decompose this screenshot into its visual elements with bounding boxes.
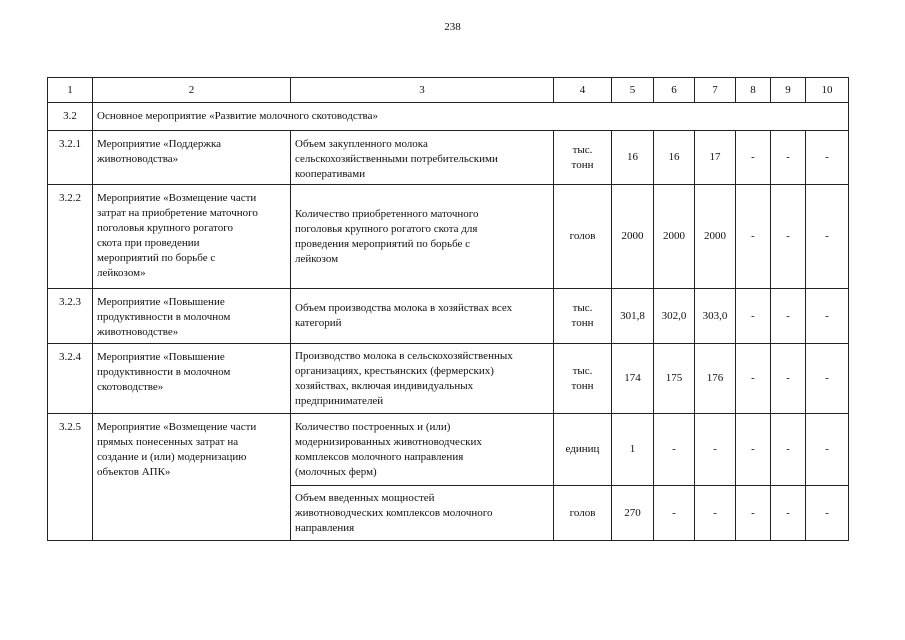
activity-cell: Мероприятие «Поддержка животноводства» (93, 131, 291, 185)
value-cell: - (806, 131, 849, 185)
section-row (48, 103, 849, 131)
section-title: Основное мероприятие «Развитие молочного скотоводства» (93, 103, 849, 131)
table-row (48, 344, 849, 414)
value-cell: - (771, 486, 806, 541)
value-cell: - (771, 185, 806, 289)
unit-cell: тыс. тонн (554, 344, 612, 414)
header-row (48, 78, 849, 103)
indicator-cell: Производство молока в сельскохозяйственных организациях, крестьянских (фермерских) хозяйствах, включая индивидуальных предпринимателей (291, 344, 554, 414)
value-cell: - (806, 185, 849, 289)
header-cell: 5 (612, 78, 654, 103)
table-row (48, 131, 849, 185)
value-cell: - (806, 289, 849, 344)
unit-cell: голов (554, 486, 612, 541)
value-cell: - (736, 486, 771, 541)
header-cell: 2 (93, 78, 291, 103)
row-code: 3.2.2 (48, 185, 93, 289)
value-cell: 270 (612, 486, 654, 541)
value-cell: 174 (612, 344, 654, 414)
activity-cell: Мероприятие «Повышение продуктивности в молочном животноводстве» (93, 289, 291, 344)
value-cell: 302,0 (654, 289, 695, 344)
table-row (48, 414, 849, 486)
value-cell: - (771, 131, 806, 185)
header-cell: 10 (806, 78, 849, 103)
header-cell: 4 (554, 78, 612, 103)
indicator-cell: Объем введенных мощностей животноводческих комплексов молочного направления (291, 486, 554, 541)
header-cell: 8 (736, 78, 771, 103)
activity-cell: Мероприятие «Возмещение части затрат на приобретение маточного поголовья крупного рогатого скота при проведении мероприятий по борьбе с лейкозом» (93, 185, 291, 289)
value-cell: 16 (654, 131, 695, 185)
unit-cell: единиц (554, 414, 612, 486)
value-cell: 301,8 (612, 289, 654, 344)
value-cell: - (654, 486, 695, 541)
value-cell: 175 (654, 344, 695, 414)
value-cell: - (736, 185, 771, 289)
indicator-cell: Объем производства молока в хозяйствах всех категорий (291, 289, 554, 344)
activity-cell: Мероприятие «Возмещение части прямых понесенных затрат на создание и (или) модернизацию объектов АПК» (93, 414, 291, 541)
header-cell: 7 (695, 78, 736, 103)
indicator-cell: Объем закупленного молока сельскохозяйственными потребительскими кооперативами (291, 131, 554, 185)
value-cell: 1 (612, 414, 654, 486)
value-cell: 17 (695, 131, 736, 185)
page-number: 238 (444, 21, 461, 33)
section-code: 3.2 (48, 103, 93, 131)
value-cell: - (736, 414, 771, 486)
table-row (48, 185, 849, 289)
value-cell: - (695, 486, 736, 541)
value-cell: - (806, 414, 849, 486)
value-cell: - (695, 414, 736, 486)
value-cell: 176 (695, 344, 736, 414)
value-cell: - (771, 344, 806, 414)
activity-cell: Мероприятие «Повышение продуктивности в молочном скотоводстве» (93, 344, 291, 414)
value-cell: - (654, 414, 695, 486)
indicator-cell: Количество приобретенного маточного поголовья крупного рогатого скота для проведения мероприятий по борьбе с лейкозом (291, 185, 554, 289)
value-cell: - (736, 344, 771, 414)
unit-cell: голов (554, 185, 612, 289)
value-cell: 2000 (695, 185, 736, 289)
indicator-cell: Количество построенных и (или) модернизированных животноводческих комплексов молочного направления (молочных ферм) (291, 414, 554, 486)
value-cell: 303,0 (695, 289, 736, 344)
value-cell: - (736, 131, 771, 185)
value-cell: - (806, 344, 849, 414)
value-cell: - (806, 486, 849, 541)
row-code: 3.2.5 (48, 414, 93, 541)
table-row (48, 289, 849, 344)
value-cell: 2000 (612, 185, 654, 289)
header-cell: 3 (291, 78, 554, 103)
value-cell: - (771, 414, 806, 486)
row-code: 3.2.1 (48, 131, 93, 185)
value-cell: - (736, 289, 771, 344)
unit-cell: тыс. тонн (554, 289, 612, 344)
row-code: 3.2.3 (48, 289, 93, 344)
value-cell: 2000 (654, 185, 695, 289)
header-cell: 9 (771, 78, 806, 103)
value-cell: 16 (612, 131, 654, 185)
header-cell: 6 (654, 78, 695, 103)
header-cell: 1 (48, 78, 93, 103)
indicators-table (47, 77, 849, 541)
unit-cell: тыс. тонн (554, 131, 612, 185)
row-code: 3.2.4 (48, 344, 93, 414)
value-cell: - (771, 289, 806, 344)
